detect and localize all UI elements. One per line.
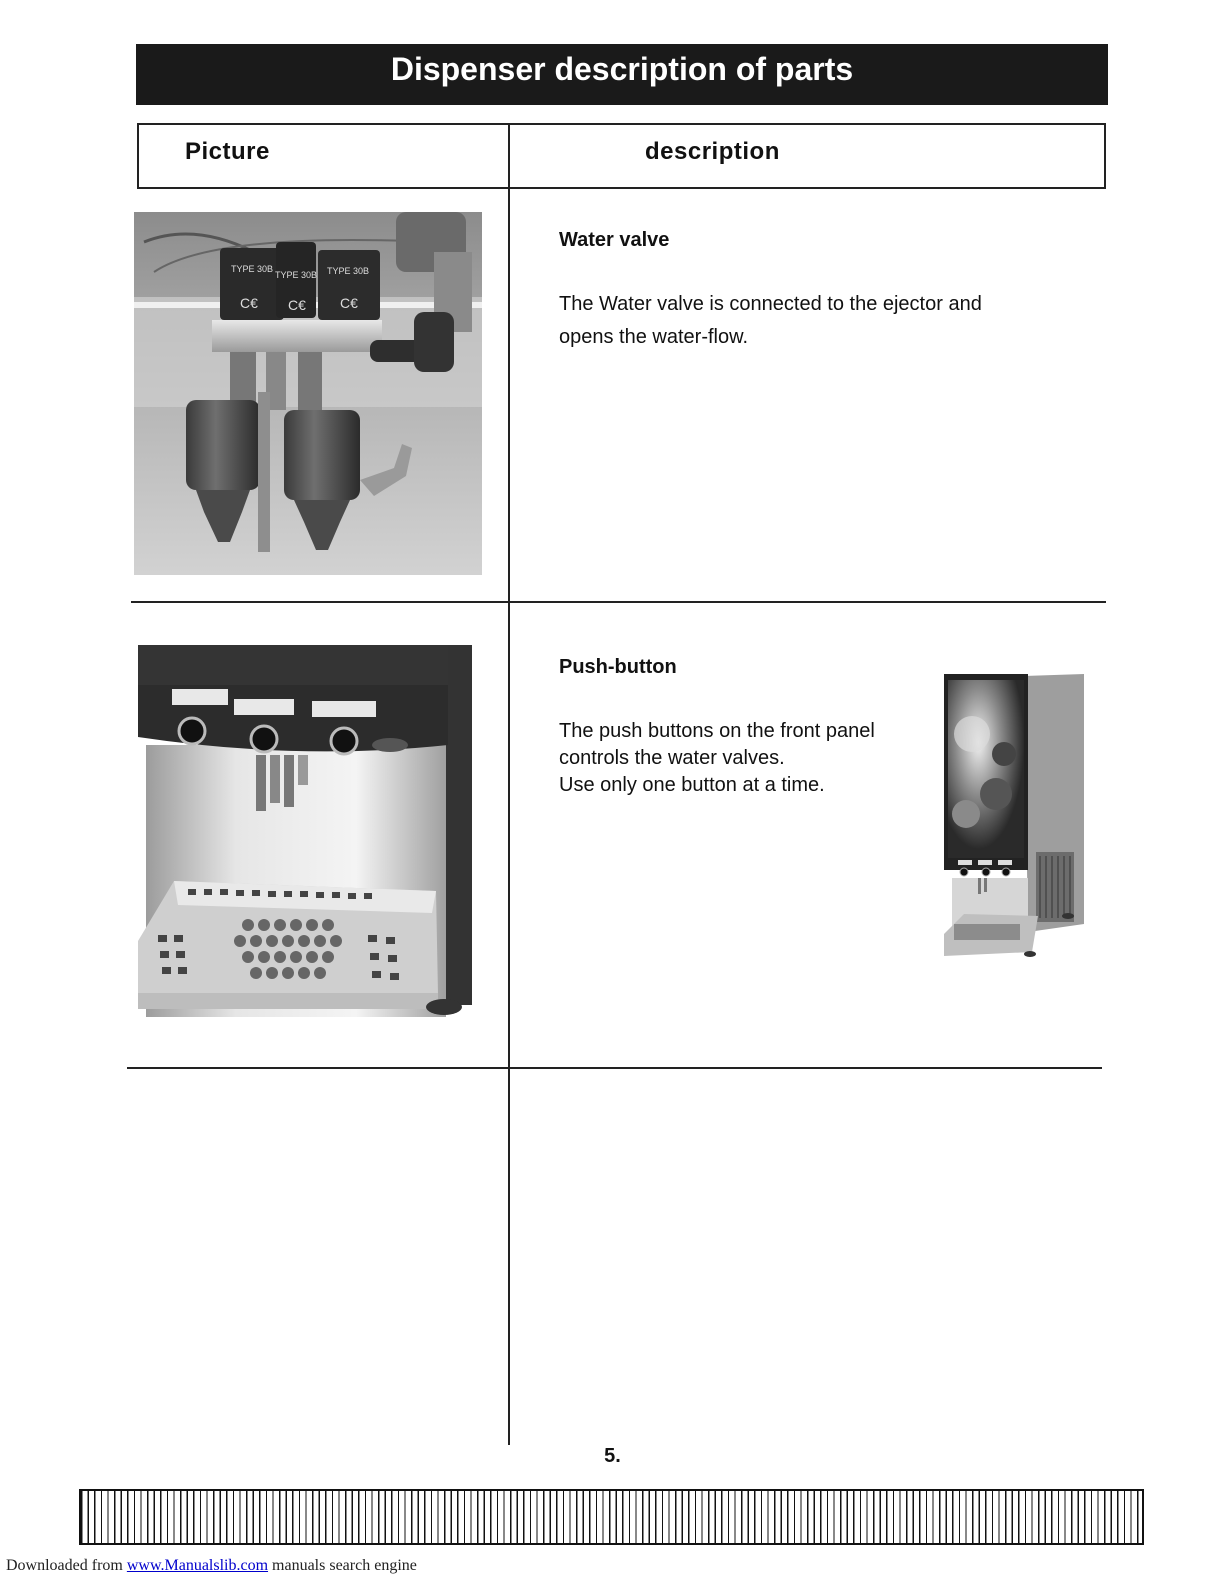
footer-prefix: Downloaded from: [6, 1557, 127, 1574]
coil-label: TYPE 30B: [274, 270, 318, 280]
description-line: opens the water-flow.: [559, 326, 748, 348]
page-number: 5.: [604, 1445, 621, 1467]
dispenser-overview-photo: [944, 674, 1086, 970]
barcode-strip: [79, 1489, 1144, 1545]
svg-text:C€: C€: [340, 295, 358, 311]
push-button-photo: [138, 645, 472, 1017]
column-header-picture: Picture: [185, 138, 270, 165]
coil-label: TYPE 30B: [326, 266, 370, 276]
water-valve-photo: [134, 212, 482, 575]
description-line: controls the water valves.: [559, 747, 785, 769]
table-header: [137, 123, 1106, 189]
description-line: The push buttons on the front panel: [559, 720, 875, 742]
download-footer: [6, 1557, 417, 1575]
row-divider: [131, 601, 1106, 603]
footer-suffix: manuals search engine: [268, 1557, 417, 1574]
part-description-water-valve: [559, 288, 1079, 354]
svg-text:C€: C€: [288, 297, 306, 313]
manualslib-link[interactable]: www.Manualslib.com: [126, 1557, 269, 1574]
svg-text:C€: C€: [240, 295, 258, 311]
coil-label: TYPE 30B: [230, 264, 274, 274]
page-title: Dispenser description of parts: [136, 44, 1108, 105]
part-name-push-button: Push-button: [559, 656, 677, 678]
part-description-push-button: [559, 718, 919, 799]
description-line: The Water valve is connected to the ejector and: [559, 293, 982, 315]
part-name-water-valve: Water valve: [559, 229, 670, 251]
header-divider: [508, 123, 510, 189]
column-header-description: description: [645, 138, 780, 165]
description-line: Use only one button at a time.: [559, 774, 825, 796]
column-divider: [508, 189, 510, 1445]
row-divider: [127, 1067, 1102, 1069]
